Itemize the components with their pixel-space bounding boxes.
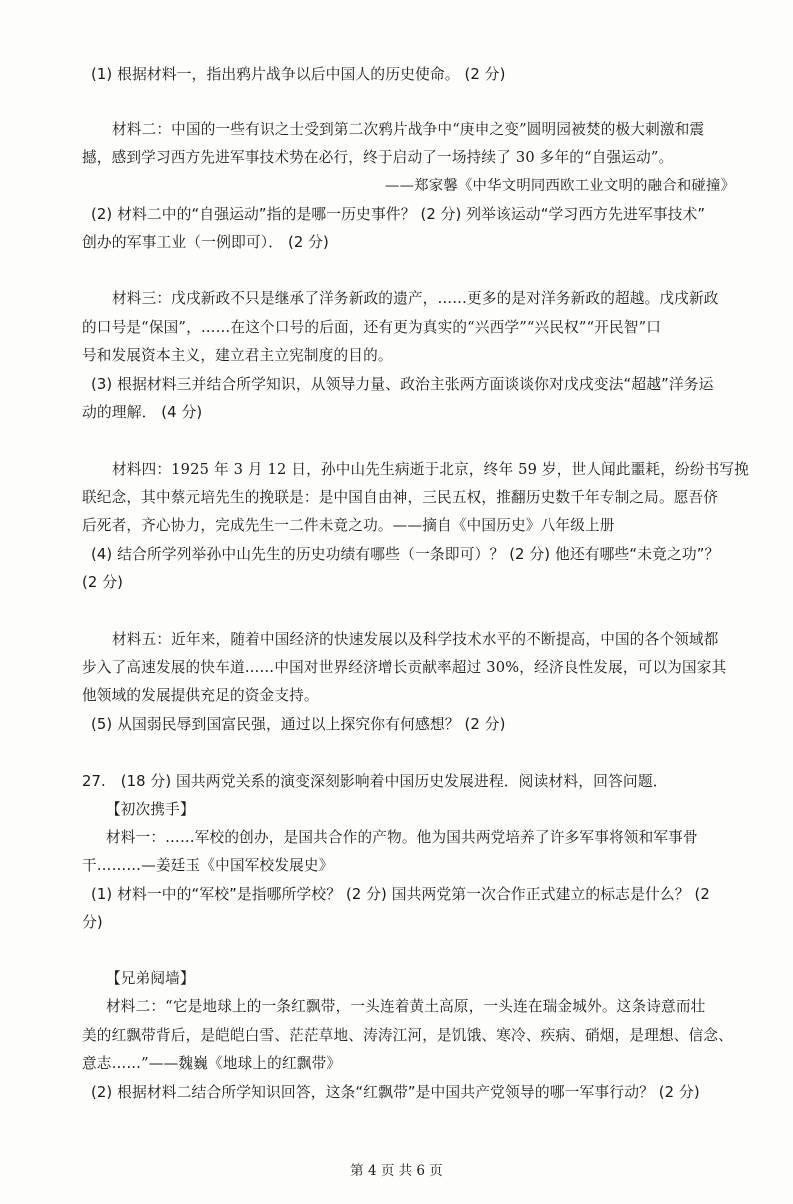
question-4-line-2: (2 分) bbox=[82, 574, 123, 591]
section-heading-1: 【初次携手】 bbox=[106, 801, 195, 818]
q27-material-2-line-1: 材料二：“它是地球上的一条红飘带，一头连着黄土高原，一头连在瑞金城外。这条诗意而壮 bbox=[106, 998, 706, 1015]
material-3-line-3: 号和发展资本主义，建立君主立宪制度的目的。 bbox=[82, 347, 393, 364]
question-5: (5) 从国弱民辱到国富民强，通过以上探究你有何感想？ (2 分) bbox=[91, 716, 506, 733]
q27-question-2: (2) 根据材料二结合所学知识回答，这条“红飘带”是中国共产党领导的哪一军事行动？ (2 分) bbox=[91, 1084, 700, 1101]
material-4-line-3: 后死者，齐心协力，完成先生一二件未竟之功。——摘自《中国历史》八年级上册 bbox=[82, 517, 615, 534]
page-footer: 第 4 页 共 6 页 bbox=[350, 1163, 443, 1179]
material-4-line-1: 材料四：1925 年 3 月 12 日，孙中山先生病逝于北京，终年 59 岁，世人闻此噩耗，纷纷书写挽 bbox=[112, 461, 750, 478]
q27-question-1-line-1: (1) 材料一中的“军校”是指哪所学校？ (2 分) 国共两党第一次合作正式建立的标志是什么？ (2 bbox=[91, 886, 710, 903]
material-2-line-1: 材料二：中国的一些有识之士受到第二次鸦片战争中“庚申之变”圆明园被焚的极大刺激和震 bbox=[112, 121, 705, 138]
question-3-line-2: 动的理解． (4 分) bbox=[82, 404, 203, 421]
question-27-header: 27. (18 分) 国共两党关系的演变深刻影响着中国历史发展进程．阅读材料，回答问题． bbox=[82, 773, 668, 790]
question-3-line-1: (3) 根据材料三并结合所学知识，从领导力量、政治主张两方面谈谈你对戊戌变法“超越”洋务运 bbox=[91, 376, 714, 393]
q27-material-1-line-2: 干………—姜廷玉《中国军校发展史》 bbox=[82, 857, 334, 874]
material-3-line-2: 的口号是“保国”，……在这个口号的后面，还有更为真实的“兴西学”“兴民权”“开民智”口 bbox=[82, 319, 662, 336]
material-2-line-2: 撼，感到学习西方先进军事技术势在必行，终于启动了一场持续了 30 多年的“自强运动”。 bbox=[82, 149, 674, 166]
question-1: (1) 根据材料一，指出鸦片战争以后中国人的历史使命。 (2 分) bbox=[91, 66, 506, 83]
material-2-source: ——郑家馨《中华文明同西欧工业文明的融合和碰撞》 bbox=[385, 178, 736, 194]
material-5-line-2: 步入了高速发展的快车道……中国对世界经济增长贡献率超过 30%，经济良性发展，可以为国家其 bbox=[82, 659, 727, 676]
question-2-line-2: 创办的军事工业（一例即可）． (2 分) bbox=[82, 234, 329, 251]
material-4-line-2: 联纪念，其中蔡元培先生的挽联是：是中国自由神，三民五权，推翻历史数千年专制之局。愿吾侪 bbox=[82, 489, 719, 506]
q27-material-2-line-2: 美的红飘带背后，是皑皑白雪、茫茫草地、涛涛江河，是饥饿、寒冷、疾病、硝烟，是理想、信念、 bbox=[82, 1027, 733, 1044]
q27-material-2-line-3: 意志……”——魏巍《地球上的红飘带》 bbox=[82, 1055, 342, 1072]
material-3-line-1: 材料三：戊戌新政不只是继承了洋务新政的遗产，……更多的是对洋务新政的超越。戊戌新政 bbox=[112, 290, 719, 307]
question-4-line-1: (4) 结合所学列举孙中山先生的历史功绩有哪些（一条即可）？ (2 分) 他还有哪些“未竟之功”？ bbox=[91, 546, 720, 563]
material-5-line-3: 他领域的发展提供充足的资金支持。 bbox=[82, 687, 319, 704]
material-5-line-1: 材料五：近年来，随着中国经济的快速发展以及科学技术水平的不断提高，中国的各个领域都 bbox=[112, 631, 719, 648]
section-heading-2: 【兄弟阋墙】 bbox=[106, 970, 195, 987]
q27-material-1-line-1: 材料一：……军校的创办，是国共合作的产物。他为国共两党培养了许多军事将领和军事骨 bbox=[106, 829, 698, 846]
question-2-line-1: (2) 材料二中的“自强运动”指的是哪一历史事件？ (2 分) 列举该运动“学习西方先进军事技术” bbox=[91, 206, 706, 223]
q27-question-1-line-2: 分) bbox=[82, 914, 103, 931]
